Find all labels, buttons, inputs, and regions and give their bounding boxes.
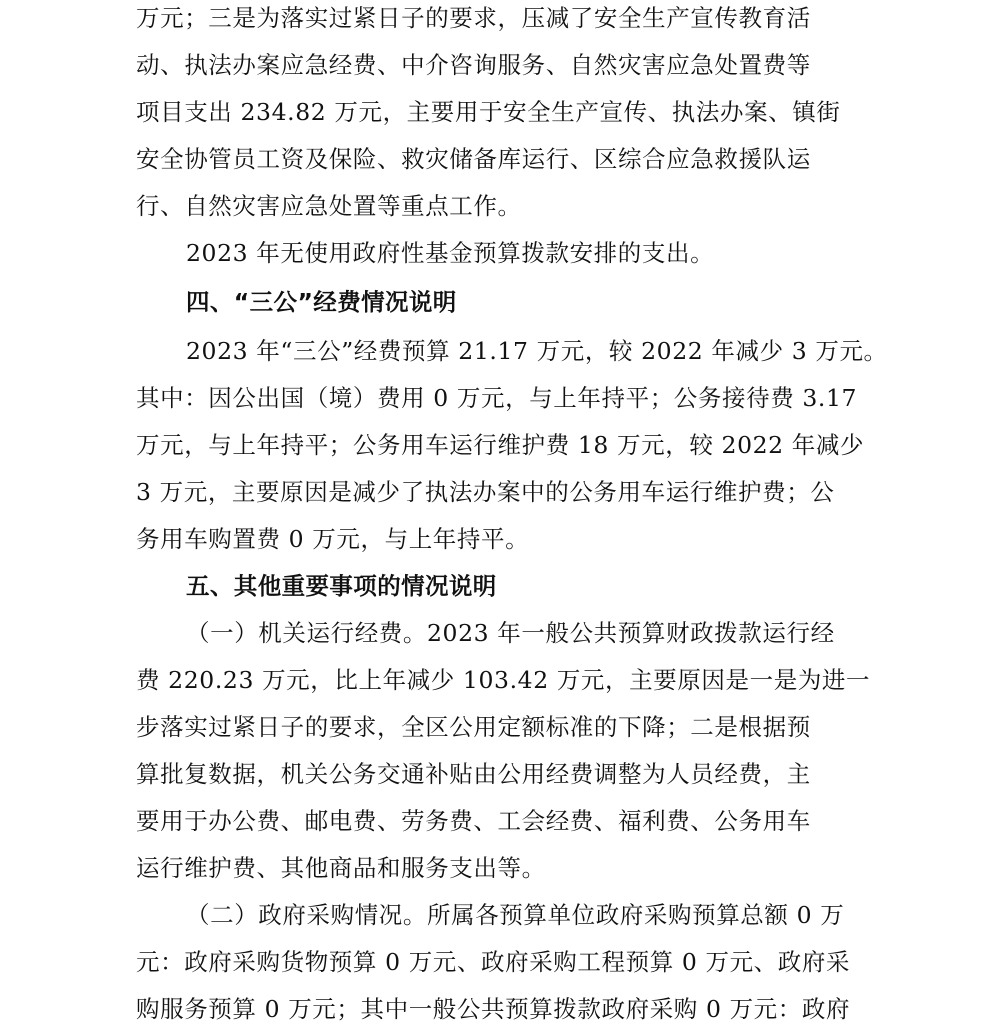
paragraph-line: 2023 年“三公”经费预算 21.17 万元，较 2022 年减少 3 万元。 (186, 337, 888, 365)
paragraph-line: 元：政府采购货物预算 0 万元、政府采购工程预算 0 万元、政府采 (136, 948, 851, 976)
paragraph-line: 运行维护费、其他商品和服务支出等。 (136, 854, 546, 882)
paragraph-line: （二）政府采购情况。所属各预算单位政府采购预算总额 0 万 (186, 901, 845, 929)
paragraph-line: 3 万元，主要原因是减少了执法办案中的公务用车运行维护费；公 (136, 478, 835, 506)
paragraph-line: 项目支出 234.82 万元，主要用于安全生产宣传、执法办案、镇街 (136, 98, 841, 126)
paragraph-line: 万元，与上年持平；公务用车运行维护费 18 万元，较 2022 年减少 (136, 431, 865, 459)
paragraph-line: 行、自然灾害应急处置等重点工作。 (136, 192, 522, 220)
paragraph-line: 动、执法办案应急经费、中介咨询服务、自然灾害应急处置费等 (136, 51, 811, 79)
paragraph-line: 要用于办公费、邮电费、劳务费、工会经费、福利费、公务用车 (136, 807, 811, 835)
paragraph-line: 费 220.23 万元，比上年减少 103.42 万元，主要原因是一是为进一 (136, 666, 871, 694)
paragraph-line: 安全协管员工资及保险、救灾储备库运行、区综合应急救援队运 (136, 145, 811, 173)
section-heading: 四、“三公”经费情况说明 (186, 288, 457, 316)
paragraph-line: 购服务预算 0 万元；其中一般公共预算拨款政府采购 0 万元：政府 (136, 995, 851, 1023)
paragraph-line: 务用车购置费 0 万元，与上年持平。 (136, 525, 530, 553)
paragraph-line: 其中：因公出国（境）费用 0 万元，与上年持平；公务接待费 3.17 (136, 384, 858, 412)
section-heading: 五、其他重要事项的情况说明 (186, 572, 497, 600)
paragraph-line: 步落实过紧日子的要求，全区公用定额标准的下降；二是根据预 (136, 713, 811, 741)
paragraph-line: 2023 年无使用政府性基金预算拨款安排的支出。 (186, 239, 715, 267)
paragraph-line: 万元；三是为落实过紧日子的要求，压减了安全生产宣传教育活 (136, 4, 811, 32)
paragraph-line: （一）机关运行经费。2023 年一般公共预算财政拨款运行经 (186, 619, 835, 647)
paragraph-line: 算批复数据，机关公务交通补贴由公用经费调整为人员经费，主 (136, 760, 811, 788)
